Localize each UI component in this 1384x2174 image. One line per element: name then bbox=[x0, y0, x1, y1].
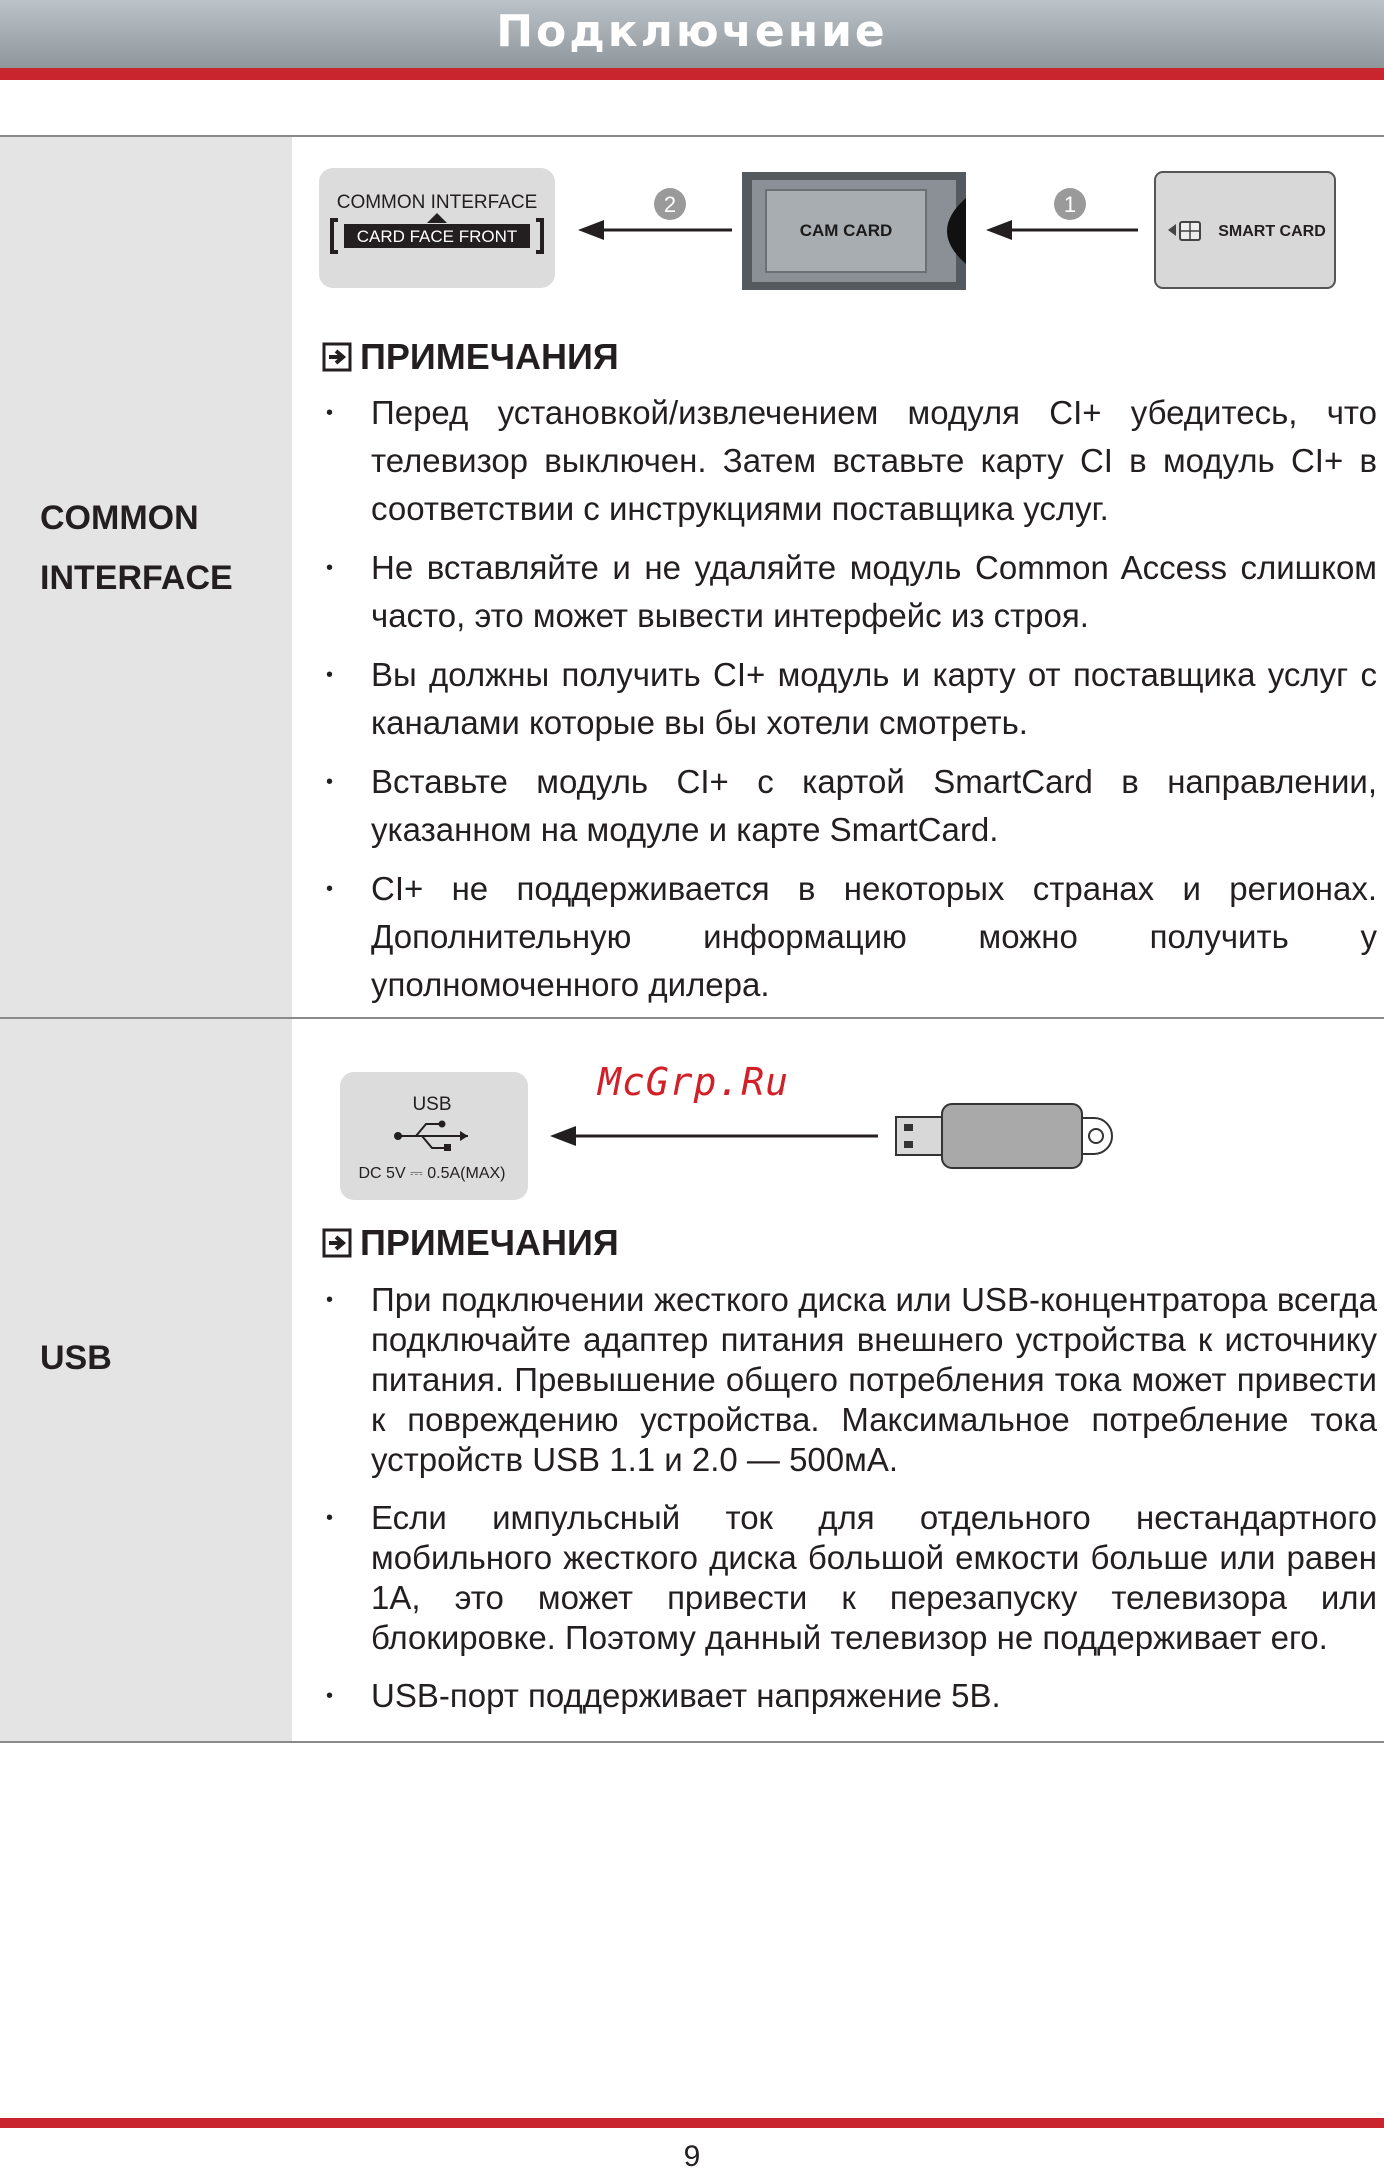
step-2-marker bbox=[654, 188, 686, 220]
footer-red-bar bbox=[0, 2118, 1384, 2128]
ci-notes-list bbox=[0, 389, 1377, 1020]
note-arrow-icon bbox=[322, 1228, 352, 1258]
note-arrow-icon bbox=[322, 342, 352, 372]
cam-card-image bbox=[742, 172, 966, 290]
list-item: • USB-порт поддерживает напряжение 5В. bbox=[0, 1676, 1377, 1716]
usb-port-title: USB bbox=[412, 1094, 452, 1115]
ci-notes-title: ПРИМЕЧАНИЯ bbox=[360, 336, 619, 377]
arrow-to-slot bbox=[578, 220, 732, 240]
smart-card-image bbox=[1155, 172, 1335, 288]
list-item: • Вы должны получить CI+ модуль и карту от поставщика услуг с каналами которые вы бы хотели смотреть. bbox=[0, 651, 1377, 747]
arrow-to-cam bbox=[986, 220, 1138, 240]
ci-diagram bbox=[300, 150, 1360, 300]
watermark: McGrp.Ru bbox=[598, 1060, 790, 1104]
ci-slot-title: COMMON INTERFACE bbox=[336, 192, 538, 213]
usb-notes-title: ПРИМЕЧАНИЯ bbox=[360, 1222, 619, 1263]
usb-row-label: USB bbox=[40, 1339, 112, 1377]
cam-card-label: CAM CARD bbox=[799, 221, 893, 240]
arrow-to-usb-port bbox=[550, 1126, 878, 1146]
usb-port-label bbox=[340, 1072, 528, 1200]
usb-flash-drive-image bbox=[896, 1104, 1112, 1168]
ci-label-line2: INTERFACE bbox=[40, 559, 233, 597]
list-item: • Не вставляйте и не удаляйте модуль Common Access слишком часто, это может вывести интерфейс из строя. bbox=[0, 544, 1377, 640]
step-1-marker bbox=[1054, 188, 1086, 220]
ci-slot-subtitle: CARD FACE FRONT bbox=[356, 227, 518, 246]
table-bottom-rule bbox=[0, 1741, 1384, 1743]
list-item: • Если импульсный ток для отдельного нестандартного мобильного жесткого диска большой емкости больше или равен 1А, это может привести к перезапуску телевизора или блокировке. Поэтому данный телевизор не поддерживает его. bbox=[0, 1498, 1377, 1658]
list-item: • Вставьте модуль CI+ с картой SmartCard в направлении, указанном на модуле и карте SmartCard. bbox=[0, 758, 1377, 854]
usb-port-rating: DC 5V ⎓ 0.5A(MAX) bbox=[358, 1165, 506, 1182]
ci-label-line1: COMMON bbox=[40, 499, 199, 537]
list-item: • При подключении жесткого диска или USB-концентратора всегда подключайте адаптер питания внешнего устройства к источнику питания. Превышение общего потребления тока может привести к повреждению устройства. Максимальное потребление тока устройств USB 1.1 и 2.0 — 500мА. bbox=[0, 1280, 1377, 1480]
step-2-number: 2 bbox=[663, 192, 677, 217]
usb-notes-heading bbox=[322, 1222, 619, 1264]
ci-slot-label bbox=[319, 168, 555, 288]
step-1-number: 1 bbox=[1063, 192, 1077, 217]
page-title: Подключение bbox=[496, 6, 888, 57]
usb-notes-list bbox=[0, 1280, 1377, 1734]
list-item: • CI+ не поддерживается в некоторых странах и регионах. Дополнительную информацию можно получить у уполномоченного дилера. bbox=[0, 865, 1377, 1009]
page-header bbox=[0, 0, 1384, 68]
header-red-bar bbox=[0, 68, 1384, 80]
page-number: 9 bbox=[683, 2140, 701, 2173]
ci-notes-heading bbox=[322, 336, 619, 378]
list-item: • Перед установкой/извлечением модуля CI+ убедитесь, что телевизор выключен. Затем вставьте карту CI в модуль CI+ в соответствии с инструкциями поставщика услуг. bbox=[0, 389, 1377, 533]
smart-card-label: SMART CARD bbox=[1218, 223, 1326, 240]
